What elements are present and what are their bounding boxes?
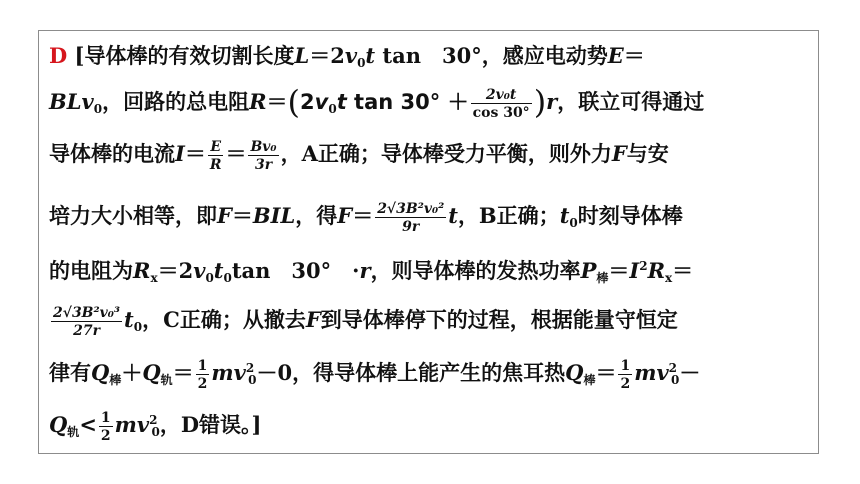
text-line-5 xyxy=(49,251,693,293)
text-segment: － xyxy=(679,360,701,385)
subscript: x xyxy=(150,271,158,285)
text-segment: ＝ xyxy=(225,141,247,166)
text-segment: ，得 xyxy=(295,203,338,228)
math-symbol: v xyxy=(314,90,329,114)
math-symbol: v xyxy=(344,43,358,68)
fraction-numerator: 2√3B²v₀³ xyxy=(53,304,121,321)
math-symbol: BLv xyxy=(49,89,94,114)
math-symbol: t xyxy=(213,258,224,283)
subscript: 0 xyxy=(569,216,578,230)
text-segment: －0，得导体棒上能产生的焦耳热 xyxy=(256,360,566,385)
fraction xyxy=(471,88,532,120)
fraction-numerator: Bv₀ xyxy=(250,138,277,155)
fraction-denominator: cos 30° xyxy=(472,104,530,121)
math-symbol: mv xyxy=(634,360,669,385)
subscript: 轨 xyxy=(67,425,80,439)
subscript: 0 xyxy=(328,102,337,116)
math-symbol: v xyxy=(193,258,206,283)
text-line-8 xyxy=(49,405,261,447)
fraction-denominator: 2 xyxy=(620,375,631,392)
subscript: 0 xyxy=(151,425,160,439)
subscript: 0 xyxy=(248,373,257,387)
subscript: 0 xyxy=(205,271,214,285)
text-segment: ＝ xyxy=(231,203,253,228)
fraction-denominator: 9r xyxy=(402,218,420,235)
right-paren: ) xyxy=(533,83,547,121)
math-symbol: R xyxy=(133,258,151,283)
math-symbol: t xyxy=(336,90,347,114)
fraction-numerator: 2v₀t xyxy=(471,88,532,104)
text-line-6 xyxy=(49,305,678,342)
fraction-numerator: 2√3B²v₀² xyxy=(377,200,445,217)
math-symbol: I xyxy=(175,141,185,166)
subscript: 0 xyxy=(93,102,103,116)
text-segment: ＝2 xyxy=(309,43,345,68)
math-symbol: t xyxy=(124,307,134,332)
math-symbol: Q xyxy=(565,360,584,385)
text-segment: 时刻导体棒 xyxy=(577,203,683,228)
text-segment: ＋ xyxy=(121,360,143,385)
text-segment: ，回路的总电阻 xyxy=(102,89,250,114)
fraction xyxy=(618,359,632,391)
text-line-4 xyxy=(49,201,683,238)
superscript: 2 xyxy=(245,361,255,375)
subscript: 0 xyxy=(133,320,143,334)
math-symbol: F xyxy=(337,203,353,228)
fraction-numerator: 1 xyxy=(100,409,111,426)
math-symbol: t xyxy=(448,203,458,228)
solution-panel xyxy=(38,30,819,454)
fraction-denominator: 27r xyxy=(73,322,100,339)
math-symbol: BIL xyxy=(252,203,296,228)
text-segment: ＝ xyxy=(184,141,206,166)
text-segment: ＝ xyxy=(172,360,194,385)
text-segment: ＝ xyxy=(608,258,630,283)
fraction-denominator: 3r xyxy=(254,156,273,173)
fraction-denominator: 2 xyxy=(197,375,208,392)
fraction xyxy=(51,306,122,338)
math-symbol: t xyxy=(559,203,570,228)
math-symbol: F xyxy=(217,203,232,228)
math-symbol: r xyxy=(359,258,371,283)
superscript: 2 xyxy=(668,361,678,375)
math-symbol: mv xyxy=(114,412,150,437)
text-segment: ＝ xyxy=(266,89,288,114)
math-symbol: r xyxy=(546,89,558,114)
text-segment: ，则导体棒的发热功率 xyxy=(370,258,581,283)
math-symbol: R xyxy=(249,89,267,114)
text-segment: ，A正确；导体棒受力平衡，则外力 xyxy=(280,141,612,166)
fraction xyxy=(208,140,224,172)
text-segment: tan 30° ＋ xyxy=(346,90,469,114)
text-line-3 xyxy=(49,139,669,172)
math-symbol: F xyxy=(305,307,321,332)
text-segment: tan 30° · xyxy=(231,258,360,283)
text-segment: ＝2 xyxy=(157,258,194,283)
text-segment: ＝ xyxy=(595,360,617,385)
superscript: 2 xyxy=(149,413,158,427)
text-segment: ，C正确；从撤去 xyxy=(142,307,306,332)
answer-letter: D xyxy=(49,43,68,68)
text-segment: 培力大小相等，即 xyxy=(49,203,217,228)
text-segment: 到导体棒停下的过程，根据能量守恒定 xyxy=(320,307,678,332)
subscript: 棒 xyxy=(109,373,122,387)
text-segment: ，D错误。] xyxy=(159,412,262,437)
text-line-1 xyxy=(49,41,645,78)
math-symbol: F xyxy=(611,141,627,166)
math-symbol: t xyxy=(365,43,376,68)
text-segment: ，B正确； xyxy=(457,203,560,228)
text-segment: [导体棒的有效切割长度 xyxy=(74,43,295,68)
subscript: 棒 xyxy=(596,271,609,285)
fraction-denominator: 2 xyxy=(100,427,111,444)
fraction xyxy=(248,140,278,172)
fraction-numerator: 1 xyxy=(197,357,208,374)
text-segment: 的电阻为 xyxy=(49,258,133,283)
math-symbol: 2 xyxy=(300,90,315,114)
fraction-numerator: 1 xyxy=(620,357,631,374)
text-segment: 与安 xyxy=(626,141,669,166)
math-symbol: L xyxy=(294,43,310,68)
fraction xyxy=(99,411,113,443)
math-symbol: Q xyxy=(49,412,68,437)
text-segment: ＝ xyxy=(352,203,374,228)
math-symbol: R xyxy=(647,258,666,283)
text-segment: < xyxy=(79,412,97,437)
text-segment: ，联立可得通过 xyxy=(557,89,705,114)
math-symbol: Q xyxy=(142,360,161,385)
fraction-numerator: E xyxy=(208,140,224,156)
text-segment: tan 30°，感应电动势 xyxy=(375,43,608,68)
text-segment: ＝ xyxy=(623,43,645,68)
subscript: x xyxy=(665,271,673,285)
fraction xyxy=(196,359,210,391)
math-symbol: Q xyxy=(91,360,110,385)
subscript: 0 xyxy=(357,56,366,70)
text-segment: 导体棒的电流 xyxy=(49,141,175,166)
subscript: 棒 xyxy=(583,373,596,387)
subscript: 0 xyxy=(671,373,680,387)
math-symbol: I xyxy=(629,258,640,283)
subscript: 轨 xyxy=(160,373,173,387)
math-symbol: mv xyxy=(211,360,246,385)
math-symbol: P xyxy=(580,258,597,283)
text-line-7 xyxy=(49,353,700,395)
fraction-denominator: R xyxy=(209,156,222,173)
subscript: 0 xyxy=(223,271,232,285)
left-paren: ( xyxy=(287,83,301,121)
text-line-2 xyxy=(49,83,705,124)
math-symbol: E xyxy=(607,43,624,68)
text-segment: ＝ xyxy=(672,258,694,283)
fraction xyxy=(375,202,446,234)
superscript: 2 xyxy=(639,259,648,273)
text-segment: 律有 xyxy=(49,360,91,385)
